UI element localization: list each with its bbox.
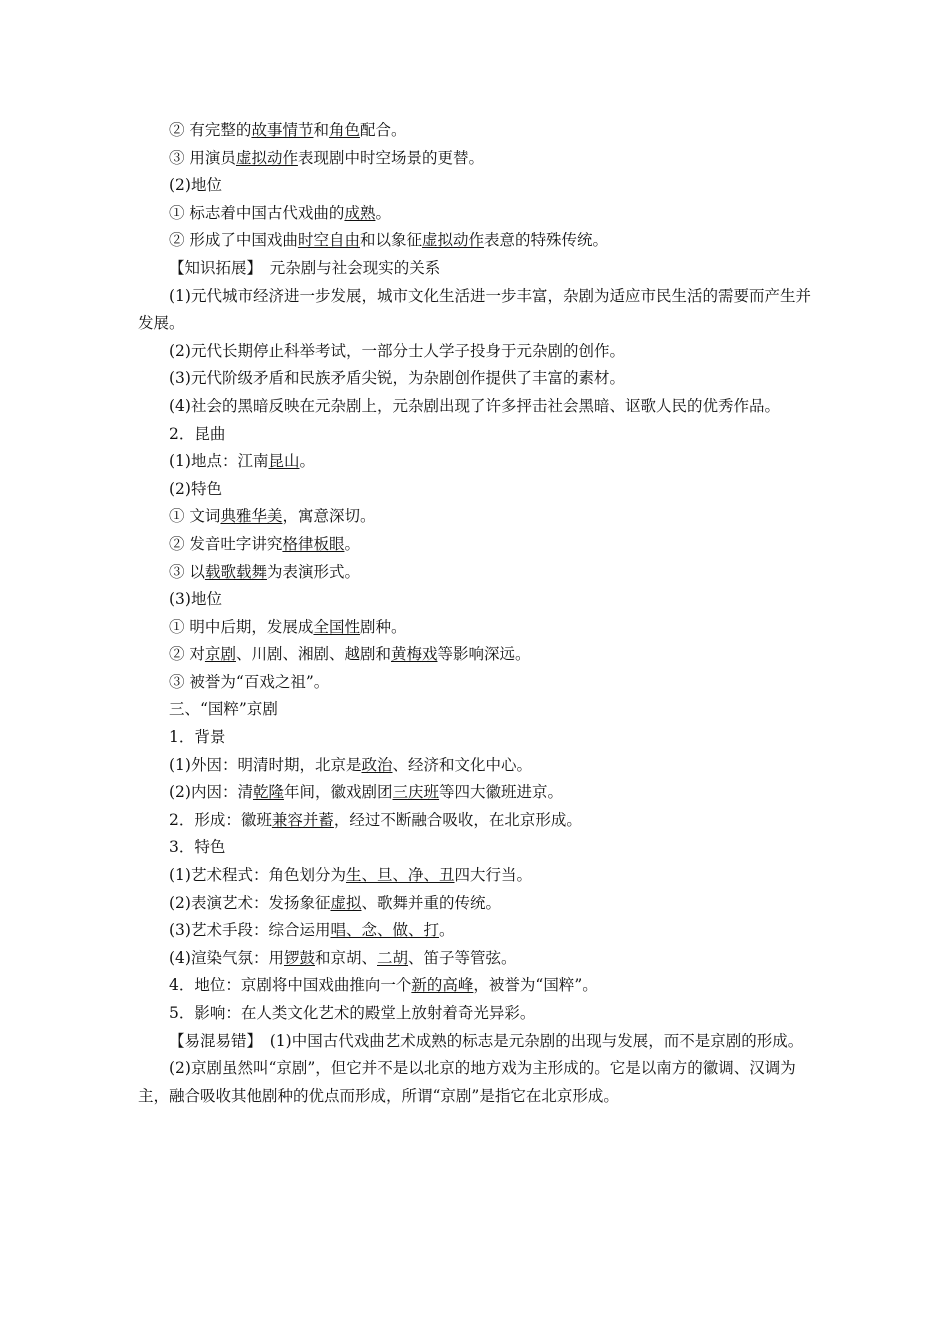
text-run: 表现剧中时空场景的更替。 (297, 148, 484, 167)
text-run: (2)京剧虽然叫“京剧”，但它并不是以北京的地方戏为主形成的。它是以南方的徽调、汉调为主，融合吸收其他剧种的优点而形成，所谓“京剧”是指它在北京形成。 (138, 1059, 796, 1105)
paragraph (138, 448, 812, 476)
underlined-term: 虚拟 (330, 893, 362, 912)
underlined-term: 京剧 (204, 645, 236, 664)
paragraph (138, 145, 812, 173)
paragraph (138, 586, 812, 614)
paragraph (138, 365, 812, 393)
text-run: 、经济和文化中心。 (392, 755, 532, 774)
text-run: (1)艺术程式：角色划分为 (169, 866, 346, 885)
text-run: 2．形成：徽班 (169, 810, 272, 829)
document-body (138, 117, 812, 1110)
paragraph (138, 614, 812, 642)
text-run: (2)特色 (169, 479, 222, 498)
paragraph (138, 200, 812, 228)
text-run: 四大行当。 (454, 866, 532, 885)
paragraph (138, 559, 812, 587)
paragraph (138, 779, 812, 807)
paragraph (138, 503, 812, 531)
text-run: (2)元代长期停止科举考试，一部分士人学子投身于元杂剧的创作。 (169, 341, 625, 360)
underlined-term: 政治 (361, 755, 393, 774)
text-run: 、川剧、湘剧、越剧和 (235, 645, 391, 664)
text-run: ② 有完整的 (169, 121, 252, 139)
underlined-term: 黄梅戏 (390, 645, 438, 664)
text-run: (1)外因：明清时期，北京是 (169, 755, 362, 774)
text-run: 和 (313, 121, 329, 139)
paragraph (138, 862, 812, 890)
paragraph (138, 945, 812, 973)
text-run: ③ 以 (169, 562, 205, 581)
text-run: 剧种。 (359, 617, 407, 636)
text-run: 。 (299, 452, 315, 471)
underlined-term: 二胡 (377, 948, 409, 967)
text-run: (1)元代城市经济进一步发展，城市文化生活进一步丰富，杂剧为适应市民生活的需要而产生并发展。 (138, 286, 811, 333)
text-run: 三、“国粹”京剧 (169, 700, 278, 719)
text-run: 2．昆曲 (169, 424, 226, 443)
text-run: 年间，徽戏剧团 (283, 783, 393, 802)
text-run: 为表演形式。 (266, 562, 360, 581)
underlined-term: 唱、念、做、打 (330, 921, 439, 940)
paragraph (138, 255, 812, 283)
text-run: ② 对 (169, 645, 205, 664)
text-run: ③ 被誉为“百戏之祖”。 (169, 672, 330, 691)
paragraph (138, 724, 812, 752)
paragraph (138, 917, 812, 945)
text-run: ② 发音吐字讲究 (169, 534, 283, 553)
text-run: ，寓意深切。 (282, 507, 376, 526)
text-run: 3．特色 (169, 838, 226, 857)
text-run: (3)地位 (169, 590, 222, 609)
text-run: (2)表演艺术：发扬象征 (169, 893, 331, 912)
text-run: (4)渲染气氛：用 (169, 948, 284, 967)
paragraph (138, 531, 812, 559)
paragraph (138, 1055, 812, 1110)
text-run: (3)元代阶级矛盾和民族矛盾尖锐，为杂剧创作提供了丰富的素材。 (169, 369, 625, 388)
paragraph (138, 1028, 812, 1056)
underlined-term: 新的高峰 (411, 976, 474, 995)
underlined-term: 乾隆 (252, 783, 284, 802)
text-run: (2)地位 (169, 176, 222, 195)
paragraph (138, 807, 812, 835)
text-run: ① 文词 (169, 507, 221, 526)
underlined-term: 虚拟动作 (421, 231, 484, 250)
text-run: 表意的特殊传统。 (483, 231, 608, 250)
underlined-term: 格律板眼 (282, 534, 345, 553)
underlined-term: 时空自由 (297, 231, 360, 250)
underlined-term: 典雅华美 (220, 507, 283, 526)
text-run: 等四大徽班进京。 (439, 783, 564, 802)
text-run: 配合。 (359, 121, 407, 139)
text-run: 和京胡、 (314, 948, 377, 967)
text-run: 。 (438, 921, 455, 940)
underlined-term: 虚拟动作 (235, 148, 298, 167)
text-run: (1)地点：江南 (169, 452, 269, 471)
text-run: ，经过不断融合吸收，在北京形成。 (333, 810, 582, 829)
text-run: 、笛子等管弦。 (408, 948, 517, 967)
underlined-term: 全国性 (313, 617, 360, 636)
text-run: ③ 用演员 (169, 148, 236, 167)
paragraph (138, 696, 812, 724)
paragraph (138, 117, 812, 145)
text-run: 。 (344, 534, 360, 553)
underlined-term: 昆山 (268, 452, 300, 471)
paragraph (138, 972, 812, 1000)
text-run: 【易混易错】 (1)中国古代戏曲艺术成熟的标志是元杂剧的出现与发展，而不是京剧的形成。 (169, 1031, 804, 1050)
underlined-term: 三庆班 (392, 783, 440, 802)
paragraph (138, 393, 812, 421)
text-run: 4．地位：京剧将中国戏曲推向一个 (169, 976, 412, 995)
paragraph (138, 338, 812, 366)
underlined-term: 生、旦、净、丑 (345, 866, 455, 885)
paragraph (138, 752, 812, 780)
paragraph (138, 1000, 812, 1028)
text-run: (2)内因：清 (169, 783, 253, 802)
underlined-term: 故事情节 (251, 121, 314, 139)
text-run: 等影响深远。 (437, 645, 531, 664)
paragraph (138, 669, 812, 697)
underlined-term: 成熟 (344, 203, 376, 222)
paragraph (138, 890, 812, 918)
paragraph (138, 227, 812, 255)
paragraph (138, 172, 812, 200)
underlined-term: 角色 (328, 121, 360, 139)
paragraph (138, 641, 812, 669)
text-run: 和以象征 (359, 231, 422, 250)
paragraph (138, 476, 812, 504)
paragraph (138, 421, 812, 449)
paragraph (138, 283, 812, 338)
text-run: 5．影响：在人类文化艺术的殿堂上放射着奇光异彩。 (169, 1004, 536, 1022)
text-run: (3)艺术手段：综合运用 (169, 921, 331, 940)
text-run: ② 形成了中国戏曲 (169, 231, 298, 250)
paragraph (138, 834, 812, 862)
text-run: 、歌舞并重的传统。 (361, 893, 501, 912)
text-run: 。 (375, 203, 391, 222)
text-run: 【知识拓展】 元杂剧与社会现实的关系 (169, 258, 441, 277)
text-run: ① 标志着中国古代戏曲的 (169, 203, 345, 222)
text-run: (4)社会的黑暗反映在元杂剧上，元杂剧出现了许多抨击社会黑暗、讴歌人民的优秀作品。 (169, 396, 780, 415)
underlined-term: 兼容并蓄 (271, 810, 334, 829)
text-run: ，被誉为“国粹”。 (473, 976, 598, 995)
text-run: ① 明中后期，发展成 (169, 617, 314, 636)
underlined-term: 载歌载舞 (204, 562, 267, 581)
underlined-term: 锣鼓 (283, 948, 315, 967)
text-run: 1．背景 (169, 728, 226, 747)
